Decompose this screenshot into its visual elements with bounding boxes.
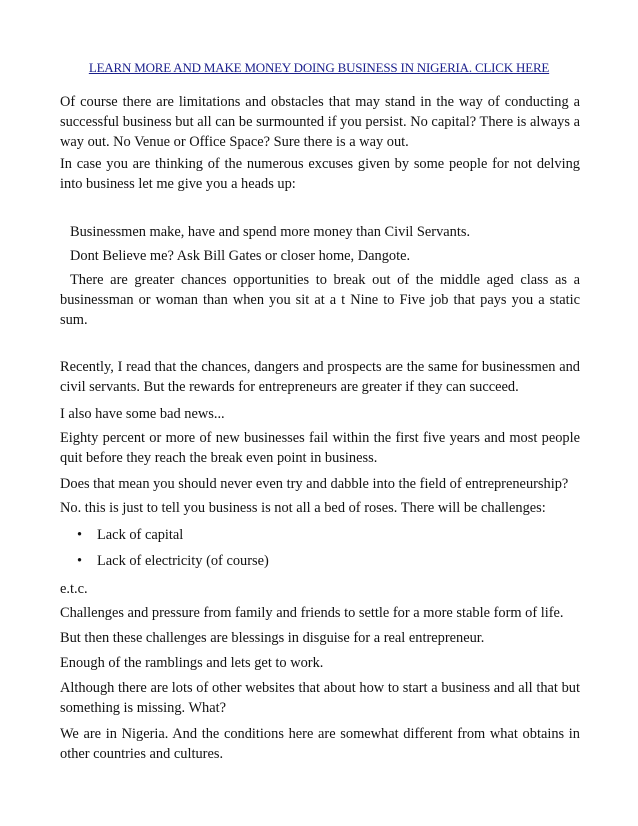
paragraph-excuses: In case you are thinking of the numerous excuses given by some people for not delving into business let me give you a heads up: — [60, 156, 580, 192]
paragraph-bad-news: I also have some bad news... — [60, 406, 225, 422]
paragraph-eighty-percent: Eighty percent or more of new businesses fail within the first five years and most people quit before they reach the break even point in business. — [60, 430, 580, 466]
paragraph-believe: Dont Believe me? Ask Bill Gates or closer home, Dangote. — [70, 248, 411, 264]
paragraph-businessmen: Businessmen make, have and spend more money than Civil Servants. — [70, 224, 471, 240]
paragraph-websites: Although there are lots of other websites that about how to start a business and all that but something is missing. What? — [60, 680, 580, 716]
bullet-icon: • — [77, 553, 83, 569]
paragraph-challenges-intro: No. this is just to tell you business is not all a bed of roses. There will be challenges: — [60, 500, 546, 516]
bullet-item — [77, 551, 269, 571]
bullet-icon: • — [77, 527, 83, 543]
paragraph-opportunities: There are greater chances opportunities to break out of the middle aged class as a businessman or woman than when you sit at a t Nine to Five job that pays you a static sum. — [60, 272, 580, 328]
paragraph-etc: e.t.c. — [60, 581, 88, 597]
learn-more-link[interactable]: LEARN MORE AND MAKE MONEY DOING BUSINESS IN NIGERIA. CLICK HERE — [88, 60, 550, 75]
paragraph-ramblings: Enough of the ramblings and lets get to work. — [60, 655, 324, 671]
paragraph-recently: Recently, I read that the chances, dangers and prospects are the same for businessmen and civil servants. But the rewards for entrepreneurs are greater if they can succeed. — [60, 359, 580, 395]
paragraph-pressure: Challenges and pressure from family and friends to settle for a more stable form of life. — [60, 605, 564, 621]
bullet-label: Lack of electricity (of course) — [97, 553, 269, 569]
paragraph-blessings: But then these challenges are blessings in disguise for a real entrepreneur. — [60, 630, 485, 646]
paragraph-dabble: Does that mean you should never even try and dabble into the field of entrepreneurship? — [60, 476, 569, 492]
paragraph-limitations: Of course there are limitations and obstacles that may stand in the way of conducting a successful business but all can be surmounted if you persist. No capital? There is always a way out. No Venue or Office Space? Sure there is a way out. — [60, 94, 580, 150]
bullet-item — [77, 525, 183, 545]
paragraph-nigeria: We are in Nigeria. And the conditions here are somewhat different from what obtains in other countries and cultures. — [60, 726, 580, 762]
bullet-label: Lack of capital — [97, 527, 184, 543]
